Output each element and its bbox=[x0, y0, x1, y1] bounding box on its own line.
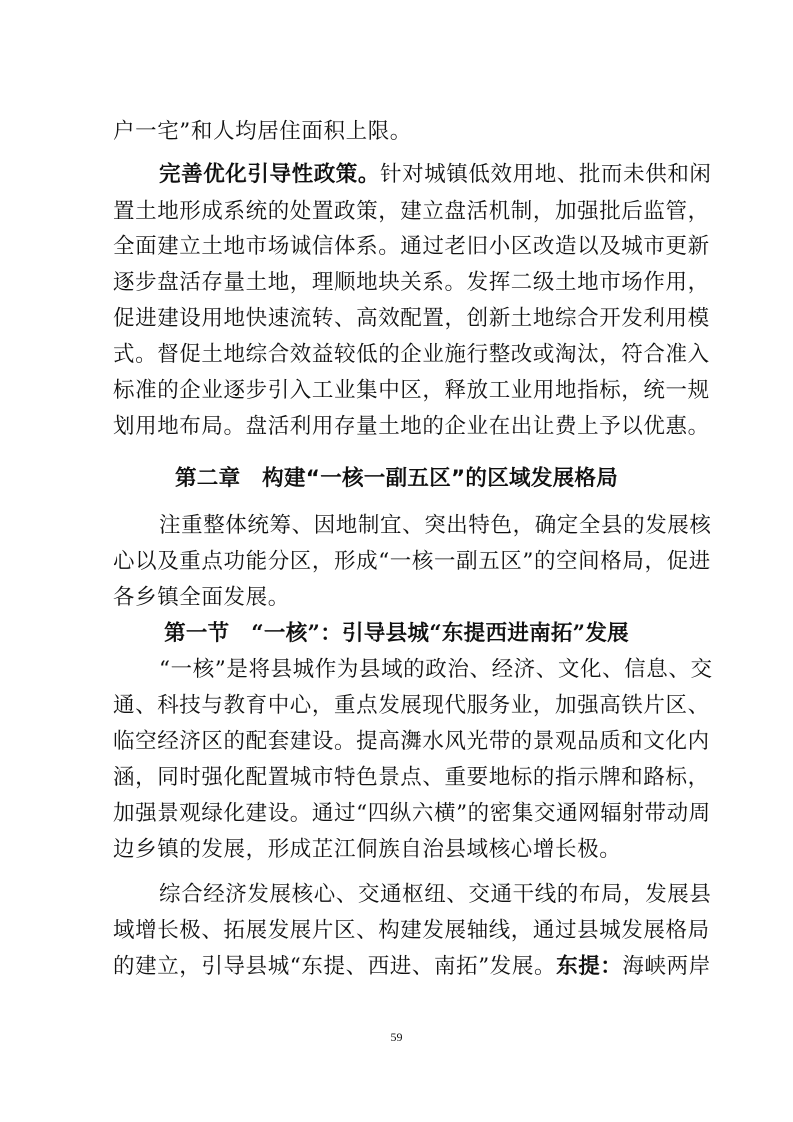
paragraph-line bbox=[113, 916, 710, 946]
paragraph-line bbox=[159, 655, 713, 685]
chapter-heading: 第二章 构建“一核一副五区”的区域发展格局 bbox=[174, 466, 619, 491]
paragraph-line bbox=[113, 268, 710, 298]
paragraph-line bbox=[113, 763, 710, 793]
bold-lead-in: 完善优化引导性政策。 bbox=[159, 162, 381, 187]
line-text: 标准的企业逐步引入工业集中区，释放工业用地指标，统一规 bbox=[113, 378, 710, 403]
line-text: 心以及重点功能分区，形成“一核一副五区”的空间格局，促进 bbox=[113, 549, 711, 574]
paragraph-line bbox=[113, 117, 683, 147]
line-text: 式。督促土地综合效益较低的企业施行整改或淘汰，符合准入 bbox=[113, 342, 710, 367]
line-text: 逐步盘活存量土地，理顺地块关系。发挥二级土地市场作用， bbox=[113, 270, 710, 295]
line-text: 各乡镇全面发展。 bbox=[113, 585, 290, 610]
paragraph-line bbox=[113, 835, 683, 865]
line-text: 域增长极、拓展发展片区、构建发展轴线，通过县城发展格局 bbox=[113, 918, 710, 943]
line-text: “一核”是将县城作为县域的政治、经济、文化、信息、交 bbox=[159, 657, 713, 682]
line-text: 综合经济发展核心、交通枢纽、交通干线的布局，发展县 bbox=[159, 882, 712, 907]
line-text: 通、科技与教育中心，重点发展现代服务业，加强高铁片区、 bbox=[113, 693, 710, 718]
line-text: 全面建立土地市场诚信体系。通过老旧小区改造以及城市更新 bbox=[113, 234, 710, 259]
paragraph-line bbox=[159, 160, 712, 190]
paragraph-line bbox=[113, 799, 711, 829]
paragraph-line bbox=[159, 880, 712, 910]
paragraph-line bbox=[113, 583, 683, 613]
line-text: 促进建设用地快速流转、高效配置，创新土地综合开发利用模 bbox=[113, 306, 710, 331]
paragraph-line bbox=[113, 376, 710, 406]
line-text: 的建立，引导县城“东提、西进、南拓”发展。 bbox=[113, 954, 557, 979]
paragraph-line bbox=[159, 511, 712, 541]
paragraph-line bbox=[113, 232, 710, 262]
line-text: 涵，同时强化配置城市特色景点、重要地标的指示牌和路标， bbox=[113, 765, 710, 790]
paragraph-line bbox=[113, 547, 711, 577]
line-text: 置土地形成系统的处置政策，建立盘活机制，加强批后监管， bbox=[113, 199, 710, 224]
paragraph-line bbox=[113, 691, 710, 721]
paragraph-line bbox=[113, 952, 711, 982]
paragraph-line bbox=[113, 197, 710, 227]
paragraph-line bbox=[113, 412, 710, 442]
section-heading: 第一节 “一核”：引导县城“东提西进南拓”发展 bbox=[164, 621, 629, 646]
line-text: 海峡两岸 bbox=[622, 954, 711, 979]
paragraph-line bbox=[113, 340, 710, 370]
bold-lead-in: 东提： bbox=[556, 954, 623, 979]
line-text: 划用地布局。盘活利用存量土地的企业在出让费上予以优惠。 bbox=[113, 414, 710, 439]
line-text: 户一宅”和人均居住面积上限。 bbox=[113, 119, 412, 144]
paragraph-line bbox=[113, 304, 710, 334]
paragraph-line bbox=[113, 727, 710, 757]
page-number: 59 bbox=[390, 1030, 403, 1044]
line-text: 加强景观绿化建设。通过“四纵六横”的密集交通网辐射带动周 bbox=[113, 801, 711, 826]
line-text: 临空经济区的配套建设。提高㵲水风光带的景观品质和文化内 bbox=[113, 729, 710, 754]
line-text: 针对城镇低效用地、批而未供和闲 bbox=[380, 162, 712, 187]
line-text: 注重整体统筹、因地制宜、突出特色，确定全县的发展核 bbox=[159, 513, 712, 538]
line-text: 边乡镇的发展，形成芷江侗族自治县域核心增长极。 bbox=[113, 837, 622, 862]
